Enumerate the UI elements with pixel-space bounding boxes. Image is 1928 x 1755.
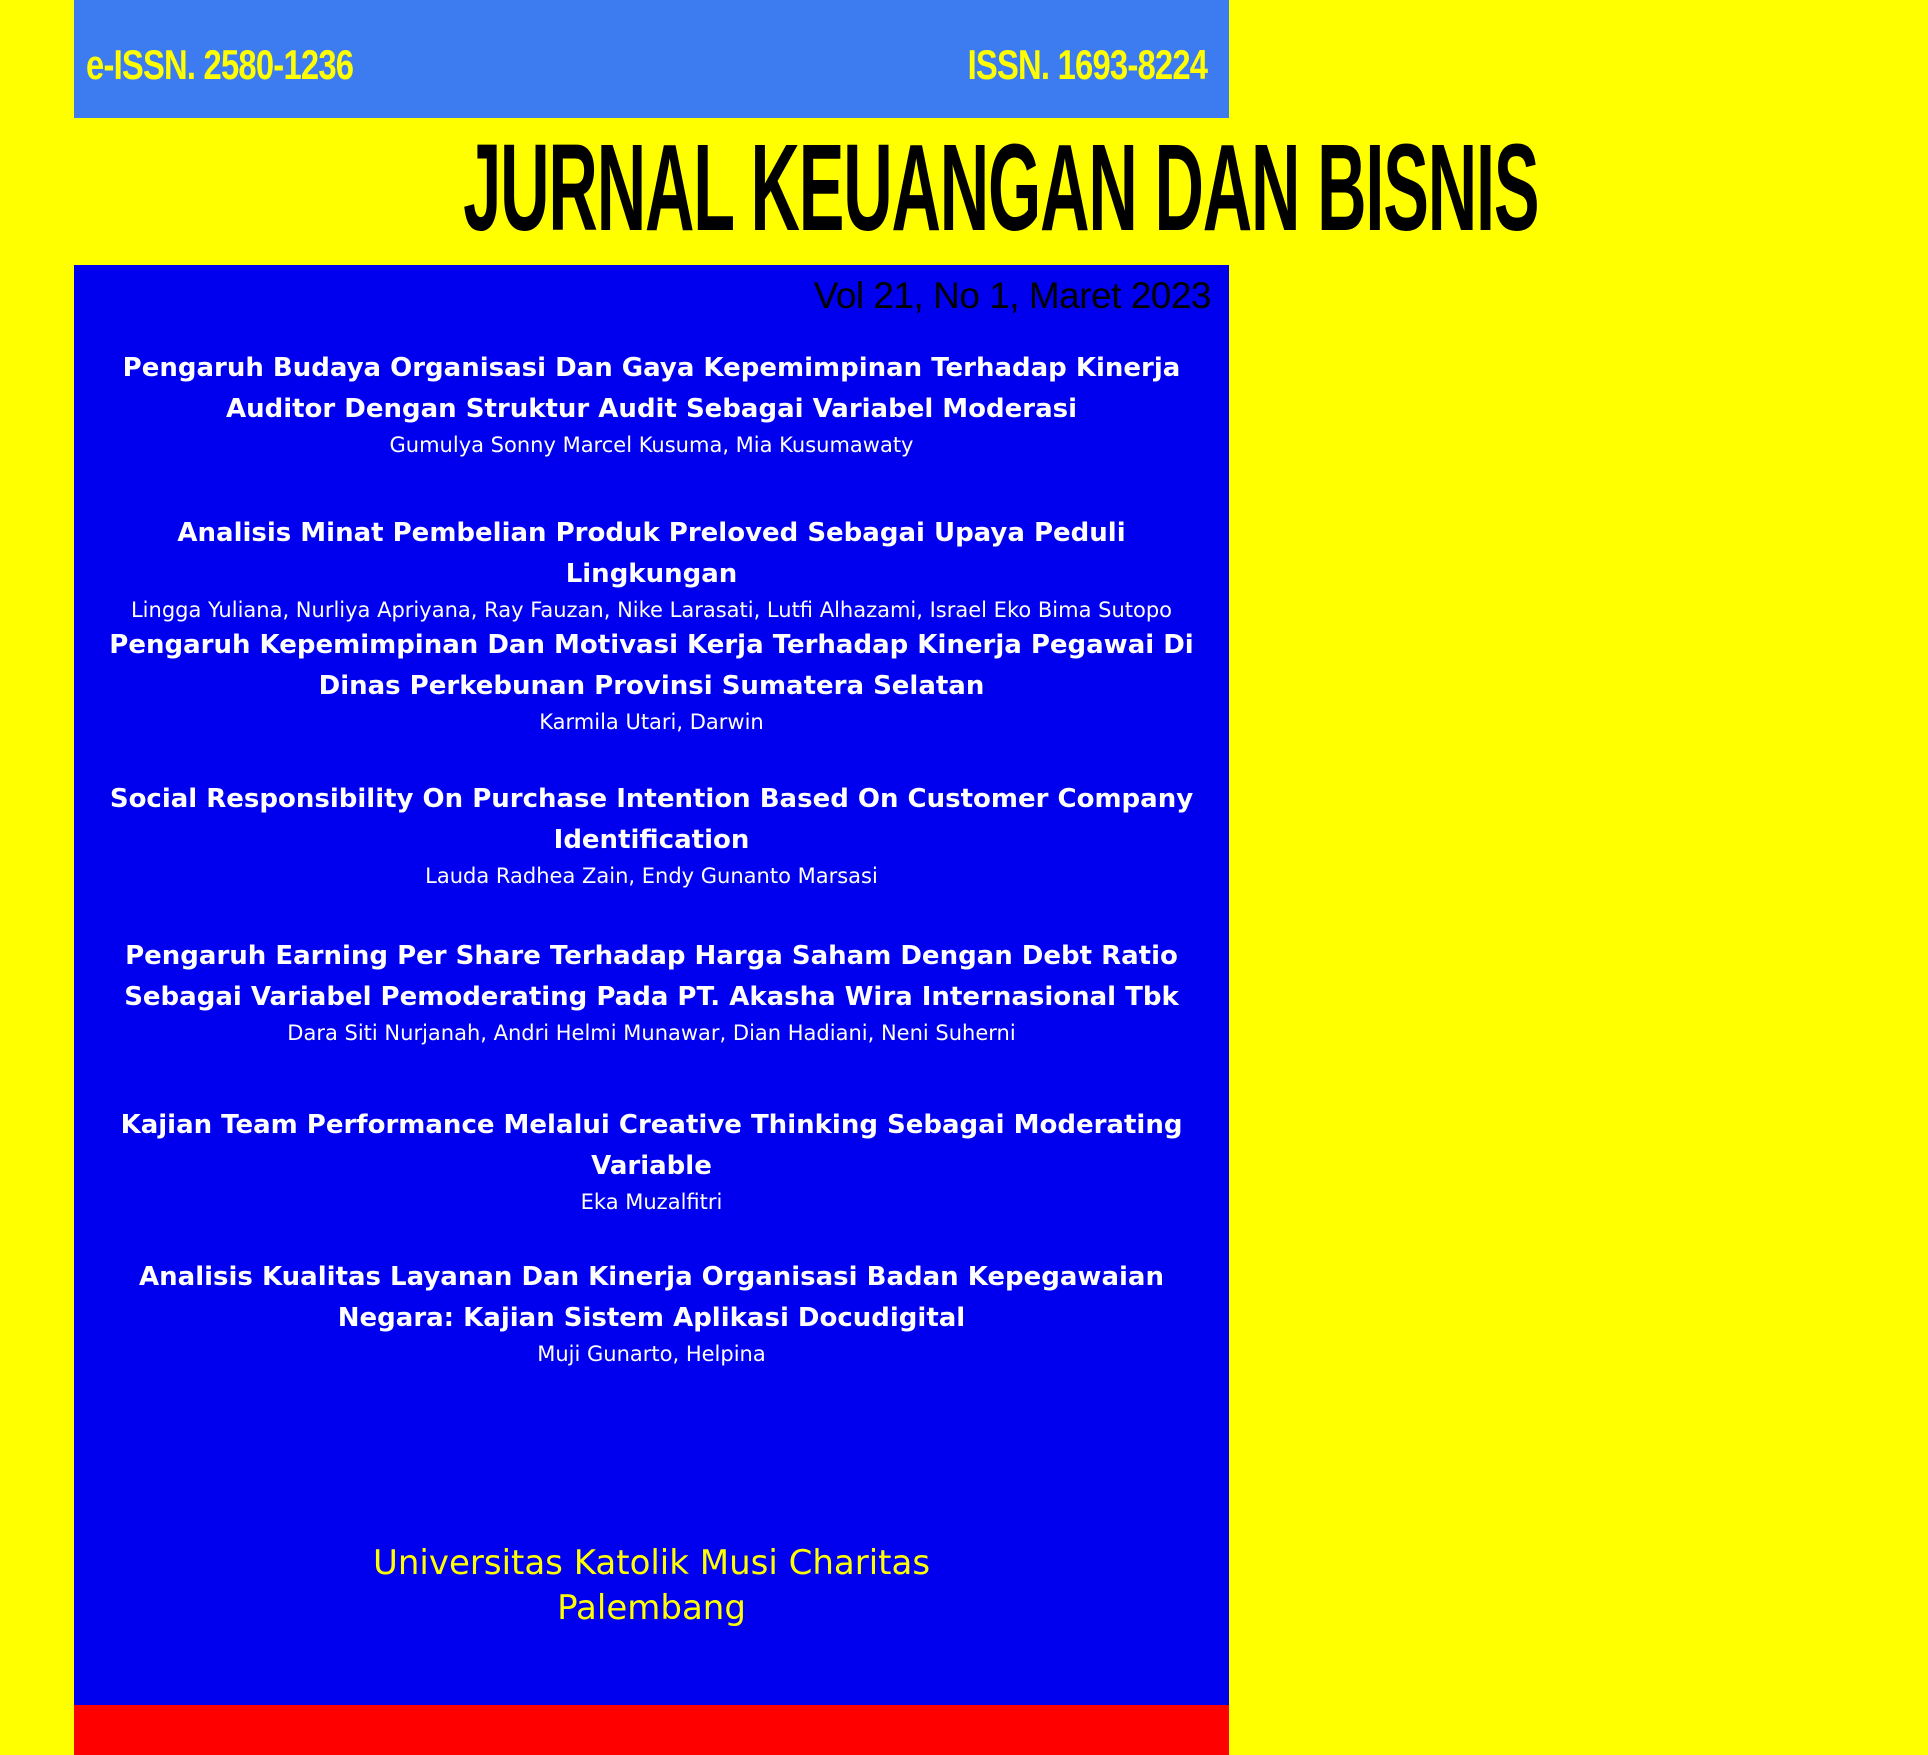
- article-entry: [88, 1257, 1215, 1369]
- article-title: Pengaruh Budaya Organisasi Dan Gaya Kepemimpinan Terhadap Kinerja Auditor Dengan Struktur Audit Sebagai Variabel Moderasi: [122, 353, 1181, 424]
- article-authors: Gumulya Sonny Marcel Kusuma, Mia Kusumawaty: [389, 433, 914, 457]
- article-entry: [88, 625, 1215, 737]
- article-authors: Muji Gunarto, Helpina: [537, 1342, 766, 1366]
- article-authors: Karmila Utari, Darwin: [539, 710, 764, 734]
- publisher-name: Universitas Katolik Musi Charitas: [372, 1543, 931, 1583]
- article-entry: [88, 936, 1215, 1048]
- article-title: Pengaruh Kepemimpinan Dan Motivasi Kerja Terhadap Kinerja Pegawai Di Dinas Perkebunan Provinsi Sumatera Selatan: [109, 630, 1194, 701]
- article-title: Pengaruh Earning Per Share Terhadap Harga Saham Dengan Debt Ratio Sebagai Variabel Pemoderating Pada PT. Akasha Wira Internasional Tbk: [124, 941, 1179, 1012]
- eissn-label: e-ISSN. 2580-1236: [86, 41, 354, 88]
- publisher-city: Palembang: [557, 1588, 746, 1628]
- article-entry: [88, 779, 1215, 891]
- masthead: [74, 118, 1539, 265]
- article-title: Analisis Minat Pembelian Produk Preloved Sebagai Upaya Peduli Lingkungan: [177, 518, 1126, 589]
- article-authors: Lingga Yuliana, Nurliya Apriyana, Ray Fauzan, Nike Larasati, Lutfi Alhazami, Israel Eko Bima Sutopo: [130, 598, 1173, 622]
- article-entry: [88, 513, 1215, 625]
- article-title: Social Responsibility On Purchase Intention Based On Customer Company Identification: [109, 784, 1194, 855]
- publisher: [74, 1541, 1229, 1631]
- article-authors: Dara Siti Nurjanah, Andri Helmi Munawar, Dian Hadiani, Neni Suherni: [287, 1021, 1016, 1045]
- article-authors: Eka Muzalfitri: [580, 1190, 723, 1214]
- bottom-band: [74, 1705, 1229, 1755]
- article-entry: [88, 1105, 1215, 1217]
- article-title: Kajian Team Performance Melalui Creative Thinking Sebagai Moderating Variable: [120, 1110, 1183, 1181]
- journal-title: JURNAL KEUANGAN DAN BISNIS: [463, 118, 1539, 258]
- article-title: Analisis Kualitas Layanan Dan Kinerja Organisasi Badan Kepegawaian Negara: Kajian Sistem Aplikasi Docudigital: [139, 1262, 1164, 1333]
- issue-info: Vol 21, No 1, Maret 2023: [813, 275, 1211, 316]
- contents-panel: [74, 265, 1229, 1705]
- issn-label: ISSN. 1693-8224: [967, 41, 1207, 88]
- article-entry: [88, 348, 1215, 460]
- article-authors: Lauda Radhea Zain, Endy Gunanto Marsasi: [425, 864, 878, 888]
